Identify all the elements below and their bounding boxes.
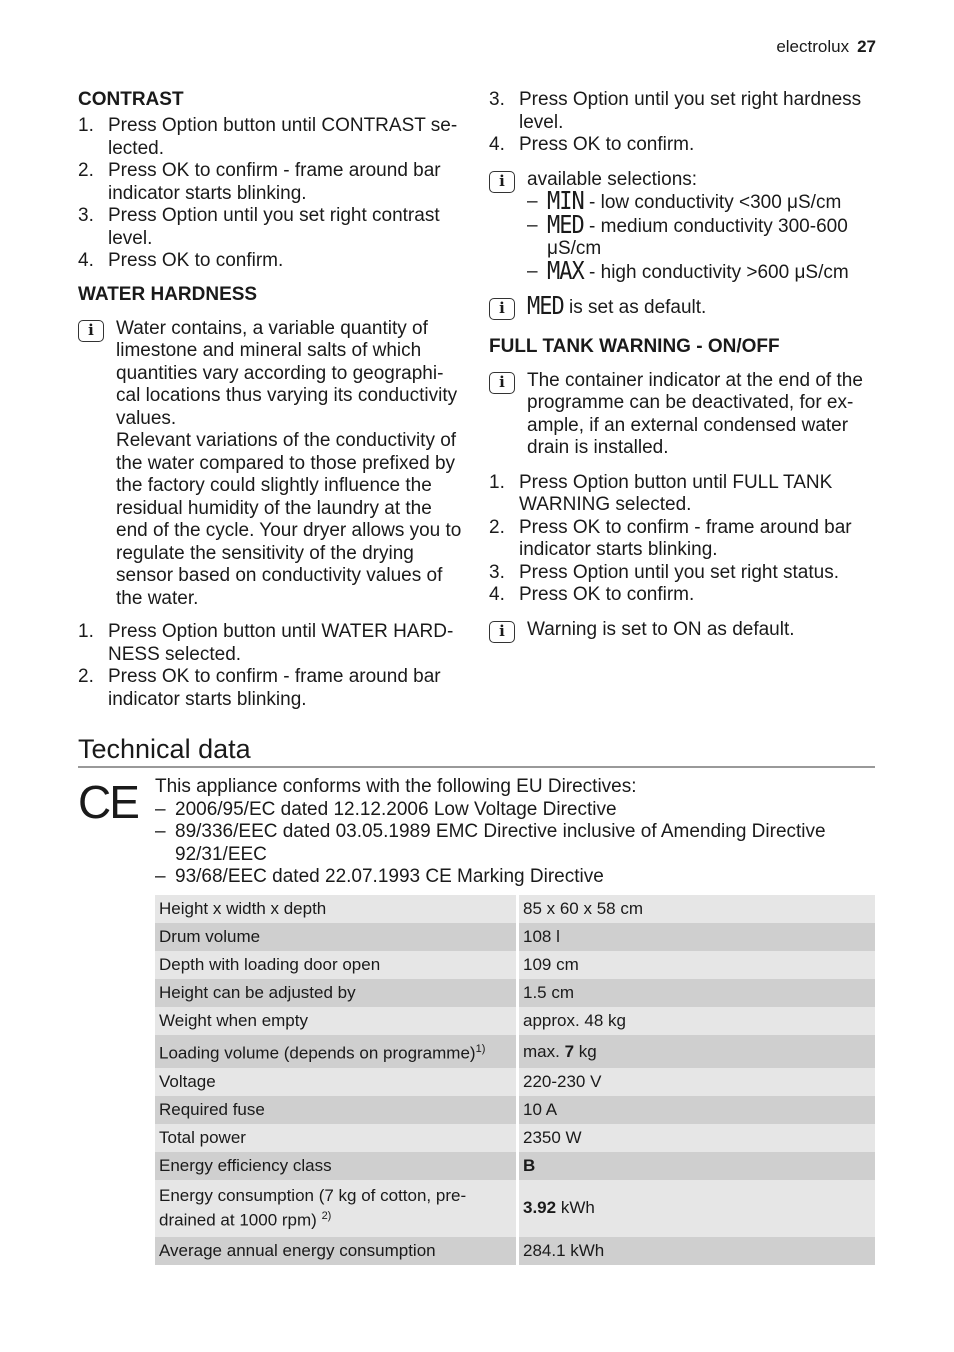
ce-mark-icon: CE [78, 776, 138, 828]
lcd-code: MED [547, 210, 584, 240]
list-item: 3. Press Option until you set right hardness level. [489, 89, 862, 133]
lcd-code: MED [527, 292, 564, 321]
hardness-steps [489, 89, 879, 157]
list-item: 3. Press Option until you set right contrast level. [78, 205, 440, 249]
table-row: Weight when empty approx. 48 kg [155, 1007, 875, 1035]
contrast-heading: CONTRAST [78, 89, 184, 110]
list-item: 1. Press Option button until FULL TANK WARNING selected. [489, 471, 833, 515]
list-item: 4. Press OK to confirm. [489, 584, 695, 605]
water-note [78, 318, 466, 611]
technical-data-title: Technical data [78, 734, 251, 764]
lcd-code: MIN [547, 187, 584, 216]
list-item: – 93/68/EEC dated 22.07.1993 CE Marking Directive [155, 866, 604, 887]
list-item: 2. Press OK to confirm - frame around bar indicator starts blinking. [78, 160, 441, 204]
contrast-steps [78, 115, 466, 273]
table-row: Energy consumption (7 kg of cotton, pre-drained at 1000 rpm) $^{2)}$ 3.92 kWh [155, 1180, 875, 1237]
page-header [776, 37, 876, 57]
tank-default-note: i Warning is set to ON as default. [489, 619, 879, 642]
table-row: Voltage 220-230 V [155, 1068, 875, 1096]
table-row: Drum volume 108 l [155, 923, 875, 951]
directives-block [155, 776, 875, 889]
lcd-code: MAX [547, 256, 584, 286]
water-note-text-2: Relevant variations of the conductivity of the water compared to those prefixed by the factory could slightly influence the residual humidity of the laundry at the end of the cycle. Your dryer allows you to regulate the sensitivity of the drying sensor based on conductivity values of the water. [116, 430, 462, 609]
water-hardness-heading: WATER HARDNESS [78, 283, 258, 305]
info-icon: i [489, 171, 515, 193]
section-divider [78, 766, 875, 768]
table-row: Loading volume (depends on programme)$^{1)}$ max. 7 kg [155, 1035, 875, 1068]
info-icon: i [78, 320, 104, 342]
info-icon: i [489, 298, 515, 320]
info-icon: i [489, 372, 515, 394]
water-steps [78, 621, 466, 711]
list-item: 2. Press OK to confirm - frame around bar indicator starts blinking. [78, 666, 441, 710]
table-row: Height x width x depth 85 x 60 x 58 cm [155, 895, 875, 923]
directives-intro: This appliance conforms with the following EU Directives: [155, 776, 637, 797]
list-item: 4. Press OK to confirm. [78, 250, 284, 271]
water-note-text-1: Water contains, a variable quantity of limestone and mineral salts of which quantities vary according to geographi-cal locations thus varying its conductivity values. [116, 317, 458, 429]
list-item: – MED - medium conductivity 300-600 μS/cm [527, 210, 848, 259]
list-item: – 2006/95/EC dated 12.12.2006 Low Voltage Directive [155, 798, 617, 820]
full-tank-heading: FULL TANK WARNING - ON/OFF [489, 335, 780, 357]
list-item: – MAX - high conductivity >600 μS/cm [527, 256, 849, 286]
brand-name: electrolux [776, 37, 850, 56]
selections-intro: available selections: [527, 168, 698, 190]
technical-data-table [155, 895, 875, 1265]
info-icon: i [489, 621, 515, 643]
default-note: i MED is set as default. [489, 296, 879, 320]
table-row: Depth with loading door open 109 cm [155, 951, 875, 979]
selections-list [527, 187, 879, 286]
list-item: 3. Press Option until you set right status. [489, 561, 839, 583]
left-column [78, 89, 466, 711]
page-number: 27 [857, 37, 876, 56]
list-item: 2. Press OK to confirm - frame around bar indicator starts blinking. [489, 516, 852, 560]
list-item: 4. Press OK to confirm. [489, 134, 695, 155]
list-item: 1. Press Option button until WATER HARD-NESS selected. [78, 621, 454, 665]
tank-steps [489, 472, 879, 607]
selections-note [489, 169, 879, 285]
directives-list [155, 799, 875, 889]
right-column [489, 89, 879, 641]
table-row: Height can be adjusted by 1.5 cm [155, 979, 875, 1007]
list-item: 1. Press Option button until CONTRAST se-lected. [78, 115, 458, 159]
list-item: – MIN - low conductivity <300 μS/cm [527, 187, 842, 216]
table-row: Energy efficiency class B [155, 1152, 875, 1180]
table-row: Average annual energy consumption 284.1 kWh [155, 1237, 875, 1265]
table-row: Required fuse 10 A [155, 1096, 875, 1124]
table-row: Total power 2350 W [155, 1124, 875, 1152]
list-item: – 89/336/EEC dated 03.05.1989 EMC Directive inclusive of Amending Directive 92/31/EEC [155, 821, 826, 865]
tank-note: i The container indicator at the end of the programme can be deactivated, for ex-ample, if an external condensed water drain is installed. [489, 370, 879, 460]
